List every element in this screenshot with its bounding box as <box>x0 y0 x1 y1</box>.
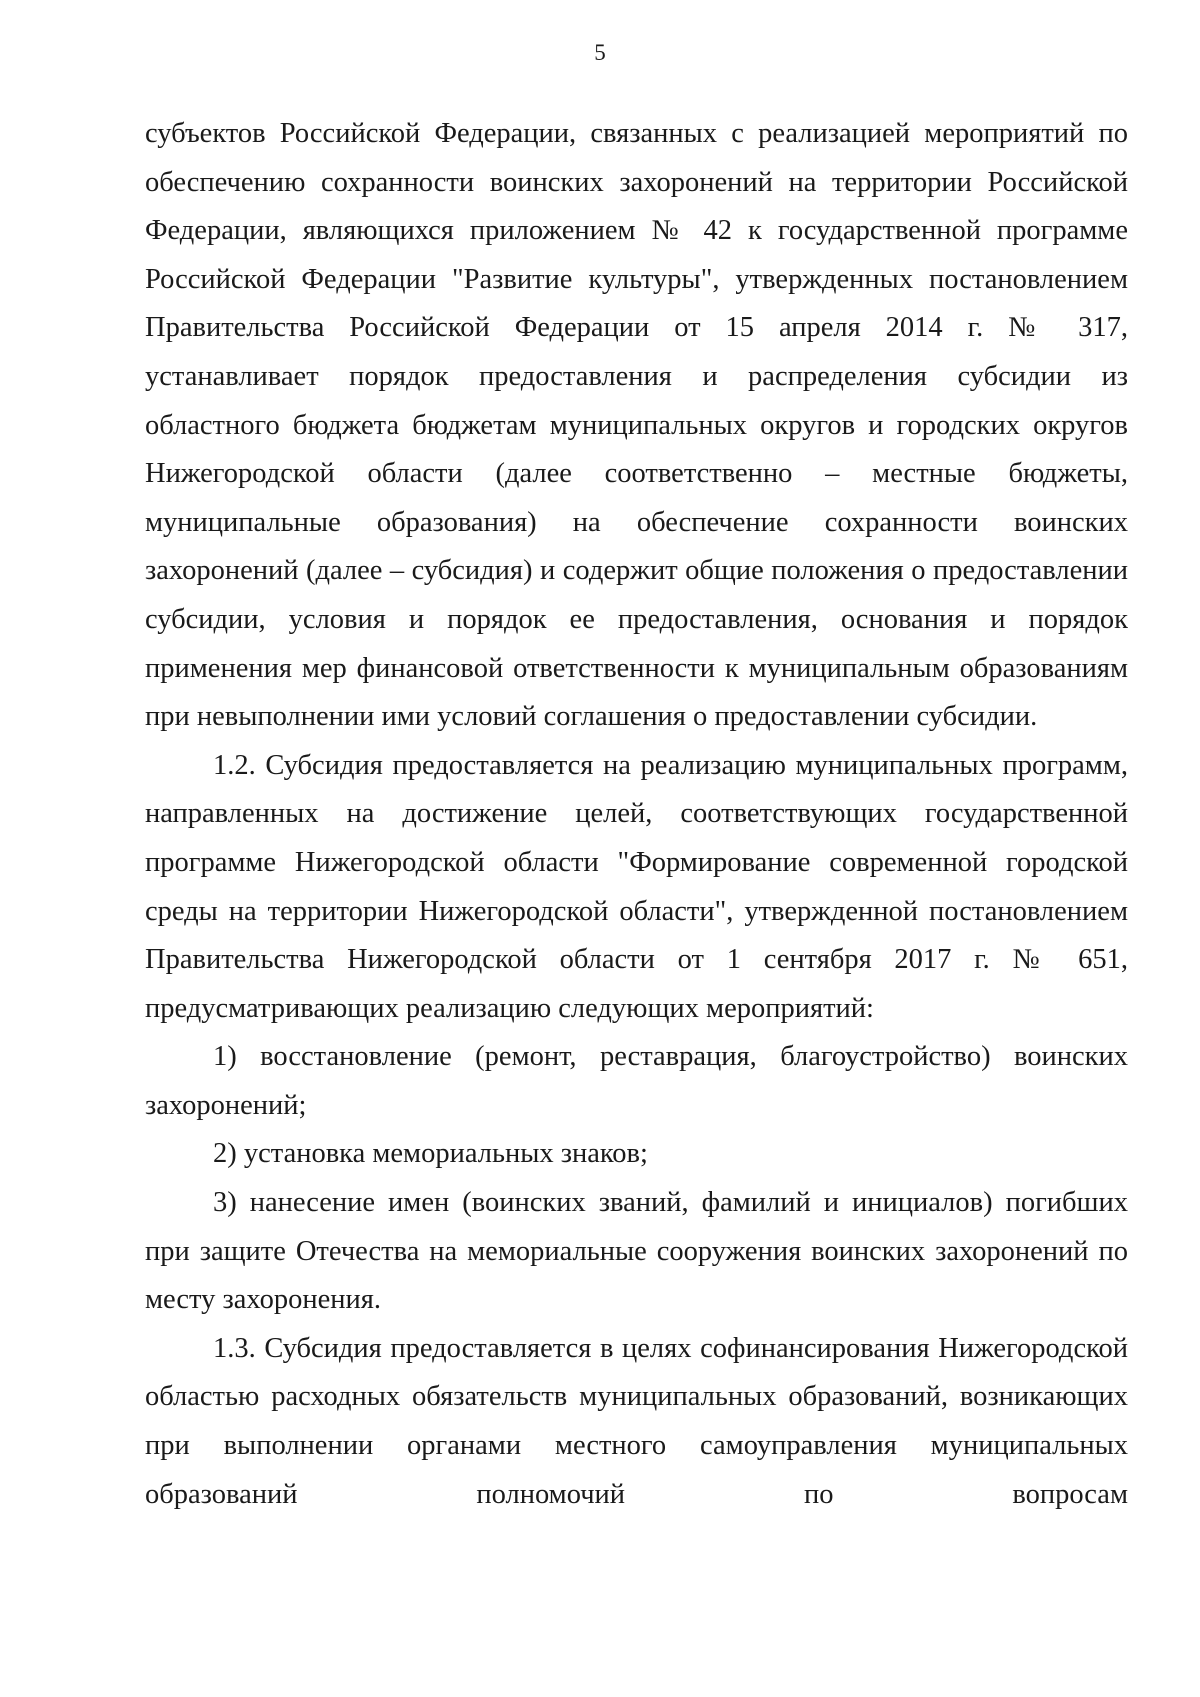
list-item-1: 1) восстановление (ремонт, реставрация, благоустройство) воинских захоронений; <box>145 1041 1128 1121</box>
list-item-3: 3) нанесение имен (воинских званий, фамилий и инициалов) погибших при защите Отечества на мемориальные сооружения воинских захоронений по месту захоронения. <box>145 1187 1128 1316</box>
list-item-2: 2) установка мемориальных знаков; <box>213 1138 648 1170</box>
paragraph-1-2: 1.2. Субсидия предоставляется на реализацию муниципальных программ, направленных на достижение целей, соответствующих государственной программе Нижегородской области "Формирование современной городской среды на территории Нижегородской области", утвержденной постановлением Правительства Нижегородской области от 1 сентября 2017 г. № 651, предусматривающих реализацию следующих мероприятий: <box>145 749 1128 1024</box>
paragraph-1-3: 1.3. Субсидия предоставляется в целях софинансирования Нижегородской областью расходных обязательств муниципальных образований, возникающих при выполнении органами местного самоуправления муниципальных образований полномочий по вопросам <box>145 1332 1128 1510</box>
page-number: 5 <box>594 40 606 65</box>
document-body <box>145 110 1128 1519</box>
paragraph-1-1-continuation: субъектов Российской Федерации, связанных с реализацией мероприятий по обеспечению сохранности воинских захоронений на территории Российской Федерации, являющихся приложением № 42 к государственной программе Российской Федерации "Развитие культуры", утвержденных постановлением Правительства Российской Федерации от 15 апреля 2014 г. № 317, устанавливает порядок предоставления и распределения субсидии из областного бюджета бюджетам муниципальных округов и городских округов Нижегородской области (далее соответственно – местные бюджеты, муниципальные образования) на обеспечение сохранности воинских захоронений (далее – субсидия) и содержит общие положения о предоставлении субсидии, условия и порядок ее предоставления, основания и порядок применения мер финансовой ответственности к муниципальным образованиям при невыполнении ими условий соглашения о предоставлении субсидии. <box>145 118 1128 733</box>
